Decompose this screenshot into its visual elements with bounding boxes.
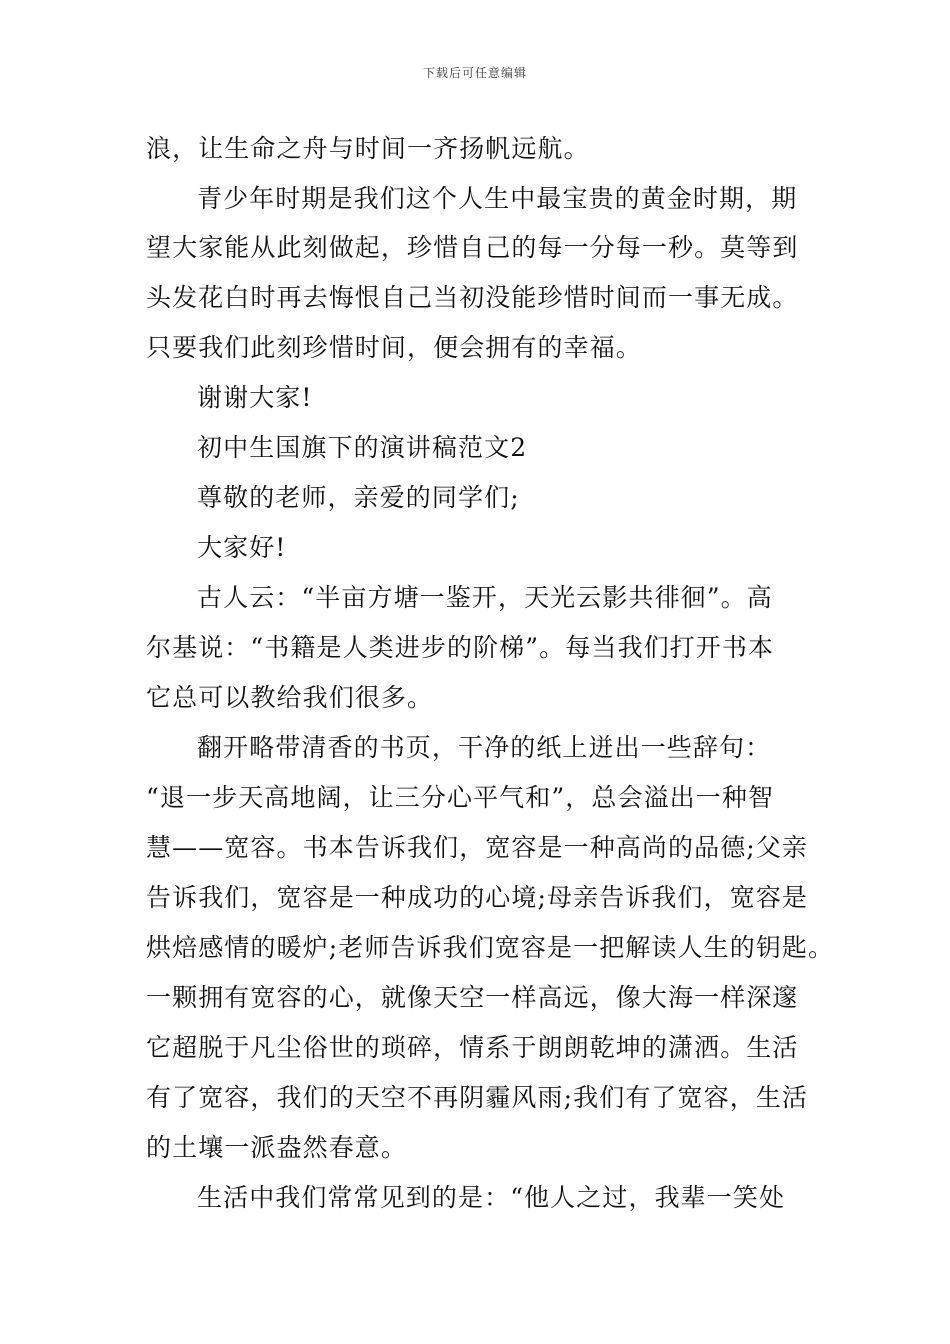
text-line: 有了宽容，我们的天空不再阴霾风雨;我们有了宽容，生活 [146,1083,809,1112]
paragraph-line: 青少年时期是我们这个人生中最宝贵的黄金时期，期 [197,184,798,213]
text-line: 一颗拥有宽容的心，就像天空一样高远，像大海一样深邃 [146,983,799,1012]
paragraph-line: 古人云：“半亩方塘一鉴开，天光云影共徘徊”。高 [197,583,773,612]
text-line: 望大家能从此刻做起，珍惜自己的每一分每一秒。莫等到 [146,233,799,262]
text-line: 头发花白时再去悔恨自己当初没能珍惜时间而一事无成。 [146,283,799,312]
text-line: 烘焙感情的暖炉;老师告诉我们宽容是一把解读人生的钥匙。 [146,933,835,962]
text-line: 只要我们此刻珍惜时间，便会拥有的幸福。 [146,333,642,362]
text-line: 它超脱于凡尘俗世的琐碎，情系于朗朗乾坤的潇洒。生活 [146,1033,799,1062]
text-line: 它总可以教给我们很多。 [146,683,434,712]
text-line: 浪，让生命之舟与时间一齐扬帆远航。 [146,134,590,163]
text-line: 尔基说：“书籍是人类进步的阶梯”。每当我们打开书本 [146,633,775,662]
paragraph-line: 尊敬的老师，亲爱的同学们; [197,483,520,512]
text-line: “退一步天高地阔，让三分心平气和”，总会溢出一种智 [146,783,775,812]
section-title: 初中生国旗下的演讲稿范文2 [197,433,528,462]
paragraph-line: 翻开略带清香的书页，干净的纸上迸出一些辞句： [197,733,772,762]
paragraph-line: 生活中我们常常见到的是：“他人之过，我辈一笑处 [197,1183,786,1212]
text-line: 的土壤一派盎然春意。 [146,1133,408,1162]
text-line: 慧——宽容。书本告诉我们，宽容是一种高尚的品德;父亲 [146,833,809,862]
paragraph-line: 谢谢大家! [197,383,313,412]
text-line: 告诉我们，宽容是一种成功的心境;母亲告诉我们，宽容是 [146,883,809,912]
page-header-note: 下载后可任意编辑 [422,66,527,80]
paragraph-line: 大家好! [197,533,287,562]
